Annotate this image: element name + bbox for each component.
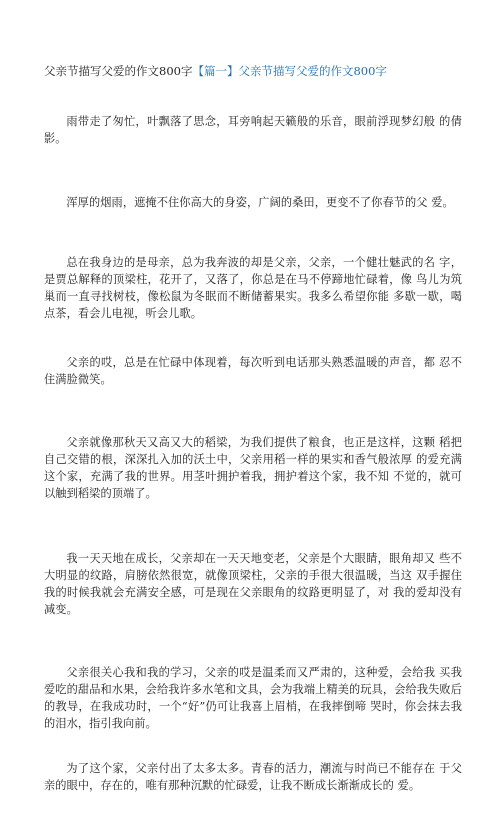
article-paragraph-2: 浑厚的烟雨，遮掩不住你高大的身姿，广阔的桑田，更变不了你春节的父 爱。 (66, 196, 454, 209)
article-paragraph-7: 父亲很关心我和我的学习，父亲的哎是温柔而又严肃的，这种爱，会给我 买我爱吃的甜品和水果，会给我许多水笔和文具，会为我端上精美的玩具，会给我失败后的教导，在我成功时，一个“好”仍可让我喜上眉梢，在我摔倒啼 哭时，你会抹去我的泪水，指引我向前。 (44, 666, 462, 730)
article-paragraph-1: 雨带走了匆忙，叶飘落了思念，耳旁响起天籁般的乐音，眼前浮现梦幻般 的倩影。 (44, 115, 462, 145)
article-paragraph-3: 总在我身边的是母亲，总为我奔波的却是父亲，父亲，一个健壮魅武的名 字，是贾总解释的顶梁柱，花开了，又落了，你总是在马不停蹄地忙碌着，像 鸟儿为筑巢而一直寻找树枝，像松鼠为冬眠而不断储蓄果实。我多么希望你能 多歇一歇，喝点茶，看会儿电视，听会儿歌。 (44, 256, 462, 320)
article-paragraph-8: 为了这个家，父亲付出了太多太多。青春的活力，潮流与时尚已不能存在 于父亲的眼中，存在的，唯有那种沉默的忙碌爱，让我不断成长渐渐成长的 爱。 (44, 762, 462, 792)
article-paragraph-5: 父亲就像那秋天又高又大的稻梁，为我们提供了粮食，也正是这样，这颗 稻把自己交错的根，深深扎入加的沃土中，父亲用稻一样的果实和香气般浓厚 的爱充满这个家，充满了我的世界。用茎叶拥护着我，拥护着这个家，我不知 不觉的，就可以触到稻梁的顶端了。 (44, 436, 462, 500)
section-title: 父亲节描写父爱的作文800字 (238, 64, 387, 78)
article-paragraph-6: 我一天天地在成长，父亲却在一天天地变老，父亲是个大眼睛，眼角却又 些不大明显的纹路，肩膀依然很宽，就像顶梁柱，父亲的手很大很温暖，当这 双手握住我的时候我就会充满安全感，可是现在父亲眼角的纹路更明显了，对 我的爱却没有减变。 (44, 552, 462, 616)
document-header (44, 63, 464, 79)
article-paragraph-4: 父亲的哎，总是在忙碌中体现着，每次听到电话那头熟悉温暖的声音，都 忍不住满脸微笑。 (44, 356, 462, 386)
document-title: 父亲节描写父爱的作文800字 (44, 64, 193, 78)
section-tag: 【篇一】 (192, 64, 239, 78)
